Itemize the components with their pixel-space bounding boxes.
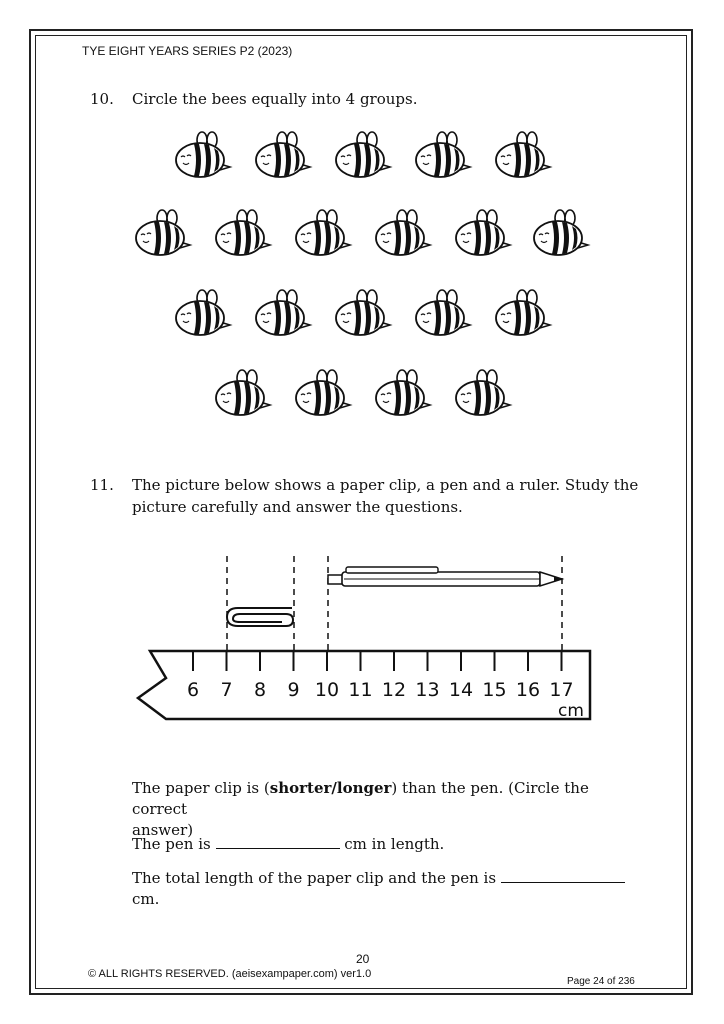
page-of-total: Page 24 of 236 xyxy=(567,976,635,987)
answer-b xyxy=(132,834,632,855)
bee-icon xyxy=(296,210,350,255)
bee-icon xyxy=(136,210,190,255)
question-11-number: 11. xyxy=(90,476,114,494)
bee-icon xyxy=(456,370,510,415)
bee-icon xyxy=(256,290,310,335)
ruler-unit-label: cm xyxy=(558,701,584,721)
answer-b-prefix: The pen is xyxy=(132,835,211,853)
ruler-tick-label: 6 xyxy=(186,679,200,701)
question-11-line-1: The picture below shows a paper clip, a pen and a ruler. Study the xyxy=(132,476,639,494)
ruler-tick-label: 17 xyxy=(549,679,574,701)
bee-icon xyxy=(256,132,310,177)
copyright-notice: © ALL RIGHTS RESERVED. (aeisexampaper.com) ver1.0 xyxy=(88,968,372,980)
bee-icon xyxy=(336,290,390,335)
bee-icon xyxy=(296,370,350,415)
answer-a-options[interactable]: shorter/longer xyxy=(269,779,392,797)
total-length-blank[interactable] xyxy=(501,869,625,883)
answer-c xyxy=(132,868,632,910)
ruler-tick-label: 10 xyxy=(314,679,340,701)
ruler-tick-label: 12 xyxy=(381,679,407,701)
bee-grid xyxy=(0,120,724,420)
page-number: 20 xyxy=(356,952,370,966)
bee-row-4 xyxy=(216,370,510,415)
bee-icon xyxy=(416,290,470,335)
ruler-tick-label: 8 xyxy=(253,679,267,701)
bee-icon xyxy=(176,290,230,335)
ruler-tick-label: 9 xyxy=(287,679,300,701)
ruler-tick-label: 7 xyxy=(220,679,233,701)
bee-icon xyxy=(216,210,270,255)
answer-c-prefix: The total length of the paper clip and the pen is xyxy=(132,869,497,887)
bee-icon xyxy=(376,370,430,415)
bee-icon xyxy=(416,132,470,177)
pen-icon xyxy=(328,567,562,586)
bee-icon xyxy=(534,210,588,255)
answer-a-prefix: The paper clip is ( xyxy=(132,779,270,797)
bee-icon xyxy=(456,210,510,255)
question-10-number: 10. xyxy=(90,90,114,108)
question-10-text: Circle the bees equally into 4 groups. xyxy=(132,90,418,108)
bee-row-2 xyxy=(136,210,588,255)
bee-icon xyxy=(216,370,270,415)
paper-clip-icon xyxy=(227,608,293,626)
bee-icon xyxy=(336,132,390,177)
bee-icon xyxy=(496,132,550,177)
ruler-tick-label: 15 xyxy=(482,679,507,701)
bee-row-3 xyxy=(176,290,550,335)
answer-c-suffix: cm. xyxy=(132,890,160,908)
series-header: TYE EIGHT YEARS SERIES P2 (2023) xyxy=(82,44,293,58)
bee-icon xyxy=(376,210,430,255)
ruler-tick-label: 11 xyxy=(348,679,373,701)
ruler-tick-label: 16 xyxy=(515,679,541,701)
answer-b-suffix: cm in length. xyxy=(344,835,445,853)
ruler-tick-label: 14 xyxy=(448,679,474,701)
answer-a-suffix: ) than the pen. (Circle the correct xyxy=(132,779,589,818)
answer-a-line-2: answer) xyxy=(132,821,194,839)
answer-a xyxy=(132,778,632,841)
bee-icon xyxy=(176,132,230,177)
pen-length-blank[interactable] xyxy=(216,835,340,849)
question-11-line-2: picture carefully and answer the questions. xyxy=(132,498,463,516)
ruler-figure xyxy=(120,548,600,728)
ruler-tick-label: 13 xyxy=(415,679,440,701)
bee-row-1 xyxy=(176,132,550,177)
bee-icon xyxy=(496,290,550,335)
